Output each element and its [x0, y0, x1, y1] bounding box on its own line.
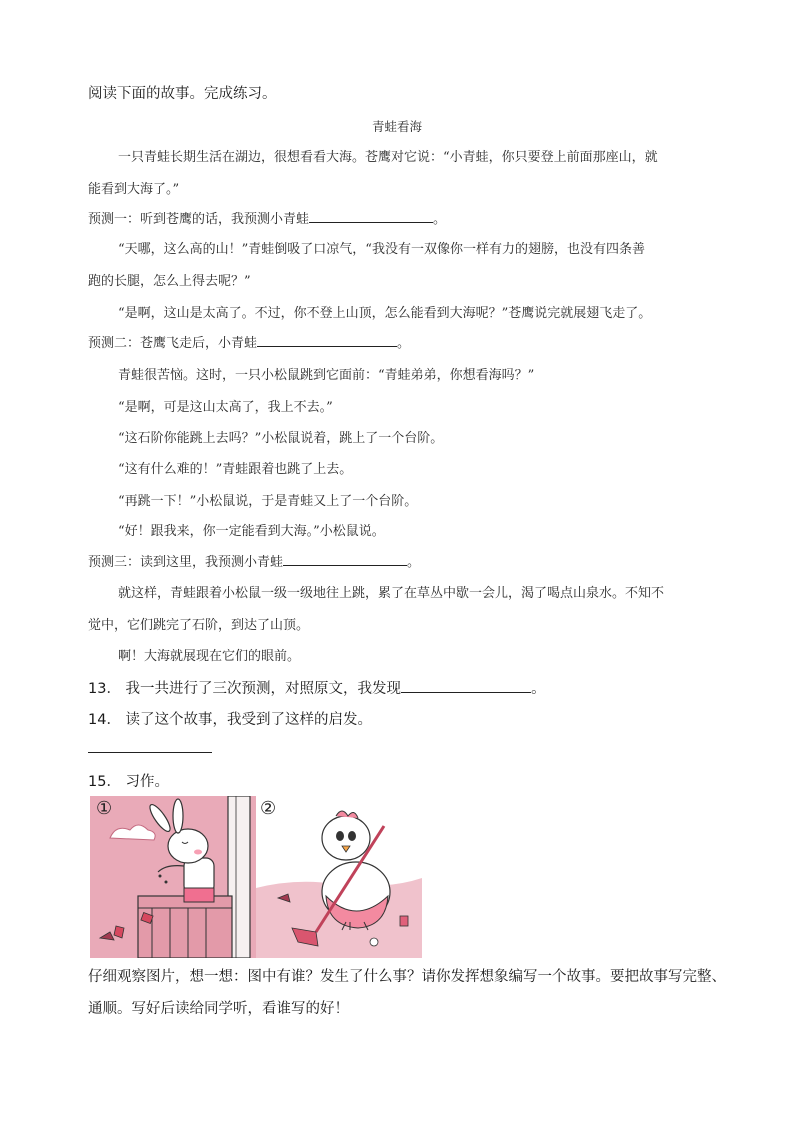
intro-instruction: 阅读下面的故事。完成练习。 [88, 86, 277, 102]
story-paragraph: “这石阶你能跳上去吗？”小松鼠说着，跳上了一个台阶。 [118, 431, 444, 446]
story-paragraph: 就这样，青蛙跟着小松鼠一级一级地往上跳，累了在草丛中歇一会儿，渴了喝点山泉水。不知不 [118, 586, 665, 601]
prediction-2-label: 预测二：苍鹰飞走后，小青蛙 [88, 336, 258, 351]
prediction-2-blank[interactable] [257, 332, 397, 347]
prediction-1-end: 。 [433, 212, 447, 227]
story-paragraph-cont: 觉中，它们跳完了石阶，到达了山顶。 [88, 618, 310, 633]
prediction-1-blank[interactable] [309, 208, 433, 223]
question-13-blank[interactable] [401, 678, 531, 693]
prediction-1 [88, 208, 446, 227]
question-14-answer-line[interactable] [88, 752, 212, 753]
prediction-3-label: 预测三：读到这里，我预测小青蛙 [88, 555, 284, 570]
question-15: 15． 习作。 [88, 774, 170, 790]
story-paragraph: “是啊，这山是太高了。不过，你不登上山顶，怎么能看到大海呢？”苍鹰说完就展翅飞走了。 [118, 306, 652, 321]
writing-instruction-line-1: 仔细观察图片，想一想：图中有谁？发生了什么事？请你发挥想象编写一个故事。要把故事写完整、 [88, 969, 726, 985]
question-14: 14． 读了这个故事，我受到了这样的启发。 [88, 712, 373, 728]
story-title: 青蛙看海 [371, 119, 422, 134]
story-paragraph: 一只青蛙长期生活在湖边，很想看看大海。苍鹰对它说：“小青蛙，你只要登上前面那座山，就 [118, 150, 658, 165]
writing-instruction-line-2: 通顺。写好后读给同学听，看谁写的好！ [88, 1001, 349, 1017]
question-13 [88, 677, 546, 698]
prediction-3 [88, 551, 420, 570]
question-13-text: 13． 我一共进行了三次预测，对照原文，我发现 [88, 681, 402, 697]
story-paragraph: “天哪，这么高的山！”青蛙倒吸了口凉气，“我没有一双像你一样有力的翅膀，也没有四条善 [118, 242, 645, 257]
story-paragraph: “是啊，可是这山太高了，我上不去。” [118, 400, 333, 415]
prediction-2-end: 。 [397, 336, 411, 351]
prediction-2 [88, 332, 410, 351]
story-paragraph: 青蛙很苦恼。这时，一只小松鼠跳到它面前：“青蛙弟弟，你想看海吗？” [118, 368, 535, 383]
prediction-3-end: 。 [407, 555, 421, 570]
picture-panel-2 [256, 796, 422, 958]
story-paragraph-cont: 跑的长腿，怎么上得去呢？” [88, 274, 251, 289]
panel-1-number: ① [96, 798, 113, 819]
story-paragraph-cont: 能看到大海了。” [88, 182, 180, 197]
story-paragraph: “再跳一下！”小松鼠说，于是青蛙又上了一个台阶。 [118, 494, 418, 509]
panel-2-number: ② [260, 798, 277, 819]
prediction-3-blank[interactable] [283, 551, 407, 566]
prediction-1-label: 预测一：听到苍鹰的话，我预测小青蛙 [88, 212, 310, 227]
story-paragraph: 啊！大海就展现在它们的眼前。 [118, 649, 301, 664]
picture-panel-1 [90, 796, 256, 958]
story-paragraph: “好！跟我来，你一定能看到大海。”小松鼠说。 [118, 524, 385, 539]
story-paragraph: “这有什么难的！”青蛙跟着也跳了上去。 [118, 462, 353, 477]
question-13-end: 。 [531, 681, 546, 697]
